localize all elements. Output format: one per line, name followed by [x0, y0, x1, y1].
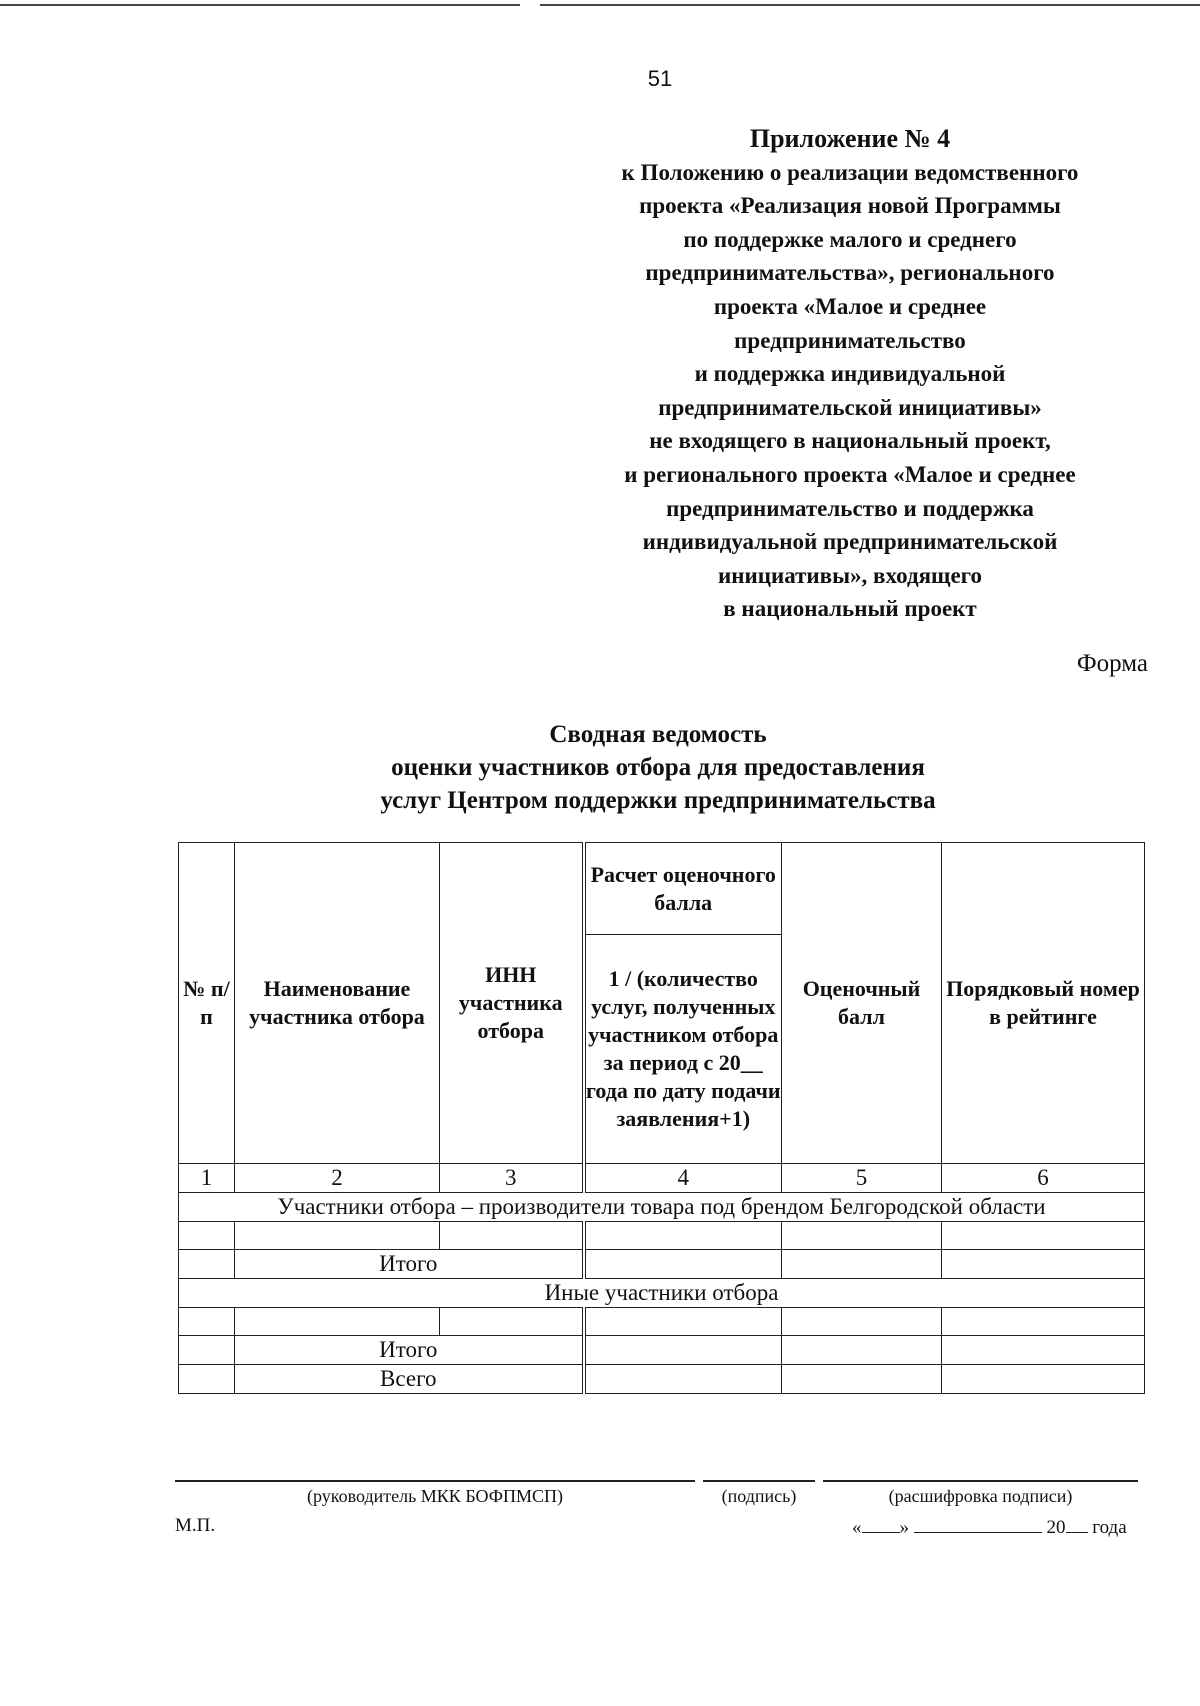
section-row-brand	[179, 1193, 1145, 1222]
appendix-line: и регионального проекта «Малое и среднее	[624, 461, 1076, 487]
appendix-line: проекта «Малое и среднее	[713, 293, 987, 319]
cell[interactable]	[584, 1222, 782, 1250]
appendix-line: и поддержка индивидуальной	[694, 361, 1006, 387]
column-number: 5	[782, 1164, 942, 1193]
subtotal-row	[179, 1336, 1145, 1365]
signature-caption-head: (руководитель МКК БОФПМСП)	[307, 1486, 563, 1506]
column-number: 1	[179, 1164, 235, 1193]
appendix-line: предпринимательство и поддержка	[666, 495, 1034, 521]
section-row-other	[179, 1279, 1145, 1308]
cell[interactable]	[942, 1365, 1145, 1394]
table-header-row	[179, 843, 1145, 1164]
appendix-line: предпринимательской инициативы»	[658, 394, 1042, 420]
form-label: Форма	[1076, 650, 1148, 677]
appendix-line: индивидуальной предпринимательской	[642, 529, 1058, 555]
cell[interactable]	[942, 1336, 1145, 1365]
column-number: 3	[440, 1164, 584, 1193]
cell[interactable]	[942, 1250, 1145, 1279]
cell[interactable]	[942, 1308, 1145, 1336]
cell[interactable]	[584, 1250, 782, 1279]
table-row	[179, 1308, 1145, 1336]
header-calc-formula-cell	[586, 935, 782, 1163]
top-rule-left	[0, 4, 520, 6]
grand-total-row	[179, 1365, 1145, 1394]
signature-caption-sign: (подпись)	[721, 1486, 797, 1506]
header-calc-title: Расчет оценочного балла	[590, 861, 776, 915]
cell[interactable]	[179, 1308, 235, 1336]
cell[interactable]	[179, 1222, 235, 1250]
date-close-quote: »	[899, 1517, 909, 1538]
cell[interactable]	[235, 1222, 440, 1250]
cell[interactable]	[782, 1222, 942, 1250]
subtotal-row	[179, 1250, 1145, 1279]
cell[interactable]	[782, 1308, 942, 1336]
cell	[179, 1250, 235, 1279]
cell[interactable]	[584, 1365, 782, 1394]
grand-total-label: Всего	[235, 1365, 584, 1394]
header-calc-title-cell	[586, 844, 782, 935]
top-rule-right	[540, 4, 1200, 6]
cell[interactable]	[782, 1365, 942, 1394]
signature-line-sign	[703, 1480, 815, 1482]
title-line: услуг Центром поддержки предпринимательства	[380, 787, 936, 814]
appendix-line: в национальный проект	[723, 596, 977, 622]
cell[interactable]	[440, 1222, 584, 1250]
header-calc-formula: 1 / (количество услуг, полученных участником отбора за период с 20__ года по дату подачи заявления+1)	[585, 965, 781, 1131]
column-number: 6	[942, 1164, 1145, 1193]
signature-caption-decode: (расшифровка подписи)	[888, 1486, 1073, 1506]
year-blank[interactable]	[1066, 1514, 1088, 1533]
date-open-quote: «	[852, 1517, 862, 1538]
appendix-line: инициативы», входящего	[717, 562, 983, 588]
cell[interactable]	[584, 1336, 782, 1365]
year-prefix: 20	[1046, 1517, 1066, 1538]
header-name: Наименование участника отбора	[235, 843, 440, 1164]
section-title: Участники отбора – производители товара под брендом Белгородской области	[179, 1193, 1145, 1222]
cell[interactable]	[942, 1222, 1145, 1250]
appendix-line: не входящего в национальный проект,	[649, 428, 1051, 454]
column-number-row	[179, 1164, 1145, 1193]
section-title: Иные участники отбора	[179, 1279, 1145, 1308]
summary-table	[178, 842, 1145, 1394]
signature-line-head	[175, 1480, 695, 1482]
cell[interactable]	[440, 1308, 584, 1336]
date-line	[852, 1514, 1127, 1539]
header-inn: ИНН участника отбора	[440, 843, 584, 1164]
day-blank[interactable]	[862, 1514, 900, 1533]
cell	[179, 1365, 235, 1394]
appendix-line: предпринимательства», регионального	[645, 260, 1055, 286]
month-blank[interactable]	[914, 1514, 1042, 1533]
stamp-label: М.П.	[175, 1515, 216, 1536]
header-rank: Порядковый номер в рейтинге	[942, 843, 1145, 1164]
appendix-header	[500, 122, 1200, 626]
appendix-line: предпринимательство	[734, 327, 966, 353]
table-row	[179, 1222, 1145, 1250]
document-title	[0, 718, 1200, 817]
year-suffix: года	[1092, 1517, 1127, 1538]
title-line: Сводная ведомость	[549, 721, 767, 748]
cell[interactable]	[584, 1308, 782, 1336]
appendix-line: проекта «Реализация новой Программы	[639, 193, 1061, 219]
cell[interactable]	[782, 1336, 942, 1365]
cell[interactable]	[782, 1250, 942, 1279]
title-line: оценки участников отбора для предоставления	[391, 754, 925, 781]
header-num: № п/п	[179, 843, 235, 1164]
appendix-line: по поддержке малого и среднего	[683, 226, 1017, 252]
header-calc	[584, 843, 782, 1164]
subtotal-label: Итого	[235, 1250, 584, 1279]
column-number: 4	[584, 1164, 782, 1193]
appendix-line: Приложение № 4	[749, 124, 951, 153]
subtotal-label: Итого	[235, 1336, 584, 1365]
header-score: Оценочный балл	[782, 843, 942, 1164]
column-number: 2	[235, 1164, 440, 1193]
cell	[179, 1336, 235, 1365]
cell[interactable]	[235, 1308, 440, 1336]
page-number: 51	[647, 66, 673, 91]
appendix-line: к Положению о реализации ведомственного	[621, 159, 1079, 185]
signature-line-decode	[823, 1480, 1138, 1482]
